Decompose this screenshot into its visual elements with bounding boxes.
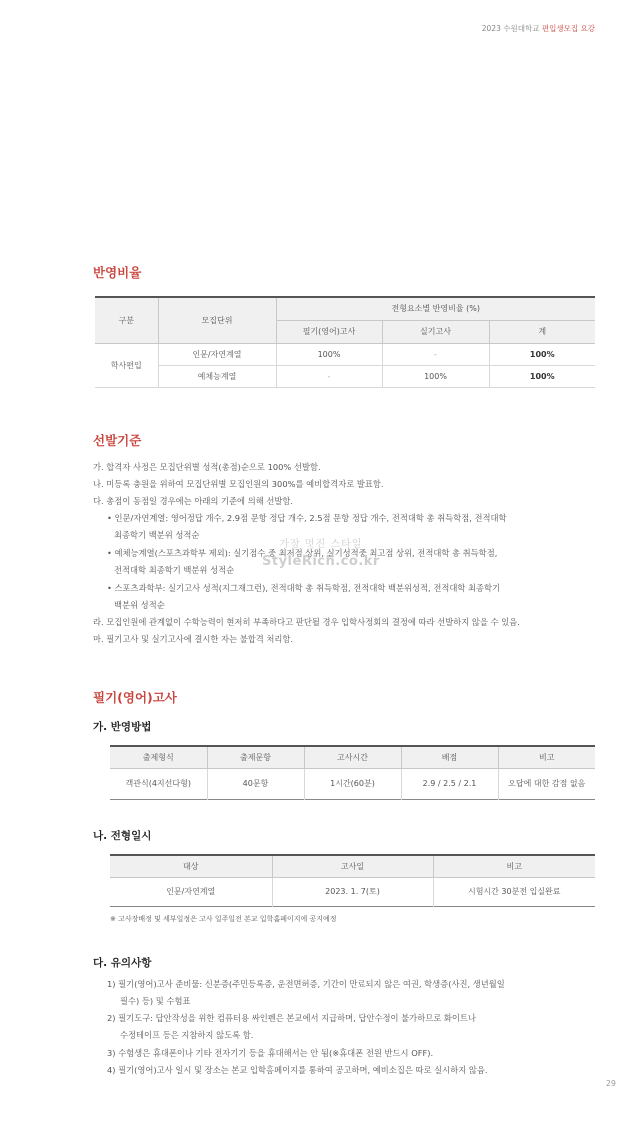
- cell-unit: 예체능계열: [158, 365, 276, 387]
- row-group-label: 학사편입: [95, 343, 158, 387]
- cell-practical: 100%: [382, 365, 489, 387]
- method-table: [110, 745, 595, 800]
- cell-exam-date: 2023. 1. 7(토): [272, 877, 433, 906]
- criteria-line-ma: 마. 필기고사 및 실기고사에 결시한 자는 불합격 처리함.: [93, 634, 294, 644]
- schedule-note: ※ 고사장배정 및 세부일정은 고사 일주일전 본교 입학홈페이지에 공지예정: [110, 915, 337, 923]
- table-row: [95, 343, 595, 365]
- header-exam-date: 고사일: [272, 855, 433, 877]
- header-practical: 실기고사: [382, 320, 489, 343]
- cell-practical: -: [382, 343, 489, 365]
- section-title-ratio: 반영비율: [93, 265, 142, 280]
- cell-remarks: 시험시간 30분전 입실완료: [433, 877, 595, 906]
- section-title-written-exam: 필기(영어)고사: [93, 690, 177, 705]
- header-remarks: 비고: [433, 855, 595, 877]
- header-points: 배점: [401, 746, 498, 768]
- criteria-line-ra: 라. 모집인원에 관계없이 수학능력이 현저히 부족하다고 판단될 경우 입학사정회의 결정에 따라 선발하지 않을 수 있음.: [93, 617, 520, 627]
- header-year: 2023: [481, 24, 501, 33]
- header-remarks: 비고: [498, 746, 595, 768]
- header-ratio: 전형요소별 반영비율 (%): [276, 297, 595, 320]
- criteria-line-ga: 가. 합격자 사정은 모집단위별 성적(총점)순으로 100% 선발함.: [93, 462, 321, 472]
- note-item-3: 3) 수험생은 휴대폰이나 기타 전자기기 등을 휴대해서는 안 됨(※휴대폰 전원 반드시 OFF).: [107, 1048, 434, 1058]
- cell-points: 2.9 / 2.5 / 2.1: [401, 768, 498, 799]
- criteria-line-na: 나. 미등록 충원을 위하여 모집단위별 모집인원의 300%를 예비합격자로 발표함.: [93, 479, 384, 489]
- criteria-bullet-sports: • 스포츠과학부: 실기고사 성적(지그재그런), 전적대학 총 취득학점, 전적대학 백분위성적, 전적대학 최종학기: [107, 583, 501, 593]
- note-item-2: 2) 필기도구: 답안작성을 위한 컴퓨터용 싸인펜은 본교에서 지급하며, 답안수정이 불가하므로 화이트나: [107, 1013, 476, 1023]
- note-item-2-cont: 수정테이프 등은 지참하지 않도록 함.: [120, 1030, 254, 1040]
- cell-written: -: [276, 365, 382, 387]
- table-row: [110, 877, 595, 906]
- cell-target: 인문/자연계열: [166, 887, 216, 896]
- section-title-criteria: 선발기준: [93, 433, 142, 448]
- note-item-4: 4) 필기(영어)고사 일시 및 장소는 본교 입학홈페이지를 통하여 공고하며, 예비소집은 따로 실시하지 않음.: [107, 1065, 488, 1075]
- header-written: 필기(영어)고사: [276, 320, 382, 343]
- cell-total: 100%: [489, 343, 595, 365]
- watermark-line2: StyleRich.co.kr: [262, 554, 380, 569]
- cell-format: 객관식(4지선다형): [125, 779, 191, 788]
- subsection-title-notes: 다. 유의사항: [93, 957, 152, 969]
- cell-remarks: 오답에 대한 감점 없음: [498, 768, 595, 799]
- criteria-bullet-arts: • 예체능계열(스포츠과학부 제외): 실기점수 중 최저점 상위, 실기성적중 최고점 상위, 전적대학 총 취득학점,: [107, 548, 498, 558]
- criteria-line-da: 다. 총점이 동점일 경우에는 아래의 기준에 의해 선발함.: [93, 496, 294, 506]
- cell-written: 100%: [276, 343, 382, 365]
- note-item-1-cont: 필수) 등) 및 수험표: [120, 996, 191, 1006]
- criteria-bullet-humanities: • 인문/자연계열: 영어정답 개수, 2.9점 문항 정답 개수, 2.5점 문항 정답 개수, 전적대학 총 취득학점, 전적대학: [107, 513, 507, 523]
- subsection-title-method: 가. 반영방법: [93, 721, 152, 733]
- schedule-table: [110, 854, 595, 907]
- header-gubun: 구분: [95, 297, 158, 343]
- table-row: [95, 365, 595, 387]
- criteria-bullet-humanities-cont: 최종학기 백분위 성적순: [114, 530, 200, 540]
- subsection-title-schedule: 나. 전형일시: [93, 830, 152, 842]
- watermark-line1: 가장 멋진 스타일: [279, 539, 363, 550]
- header-format: 출제형식: [110, 746, 207, 768]
- cell-unit: 인문/자연계열: [158, 343, 276, 365]
- cell-total: 100%: [489, 365, 595, 387]
- ratio-table: [95, 296, 595, 388]
- header-time: 고사시간: [304, 746, 401, 768]
- header-items: 출제문항: [207, 746, 304, 768]
- cell-items: 40문항: [207, 768, 304, 799]
- header-title: 편입생모집 요강: [541, 24, 595, 33]
- criteria-bullet-sports-cont: 백분위 성적순: [114, 600, 165, 610]
- table-row: [110, 768, 595, 799]
- cell-time: 1시간(60분): [304, 768, 401, 799]
- page-number: 29: [605, 1079, 616, 1088]
- header-total: 계: [489, 320, 595, 343]
- note-item-1: 1) 필기(영어)고사 준비물: 신분증(주민등록증, 운전면허증, 기간이 만료되지 않은 여권, 학생증(사진, 생년월일: [107, 979, 505, 989]
- criteria-bullet-arts-cont: 전적대학 최종학기 백분위 성적순: [114, 565, 235, 575]
- header-school: 수원대학교: [503, 24, 540, 33]
- page-header: [482, 23, 595, 34]
- header-target: 대상: [110, 855, 272, 877]
- header-unit: 모집단위: [158, 297, 276, 343]
